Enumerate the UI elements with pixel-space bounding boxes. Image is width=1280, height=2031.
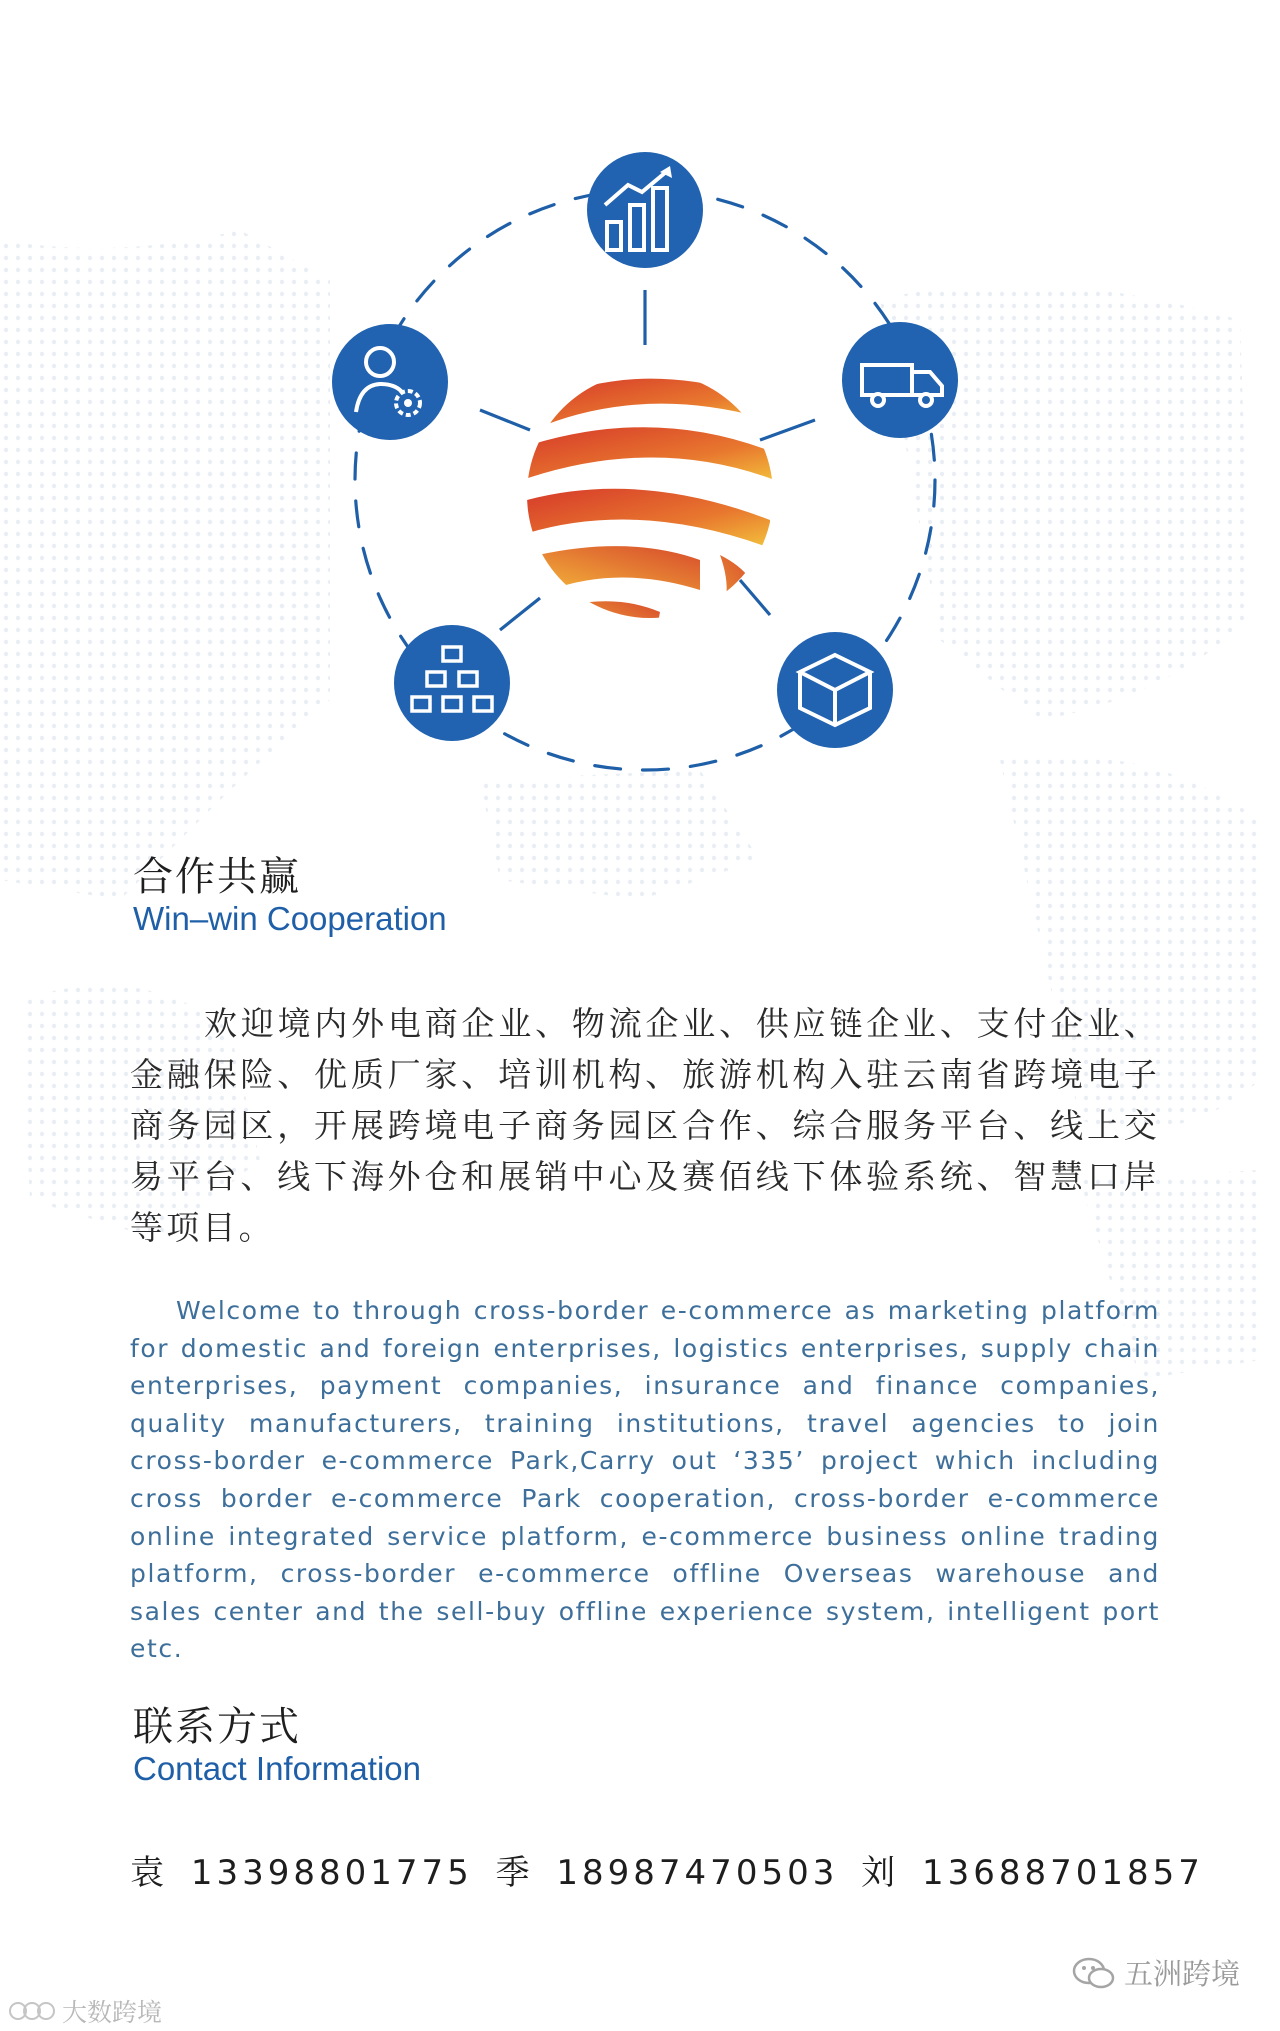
watermark-right-text: 五洲跨境 bbox=[1123, 1957, 1240, 1991]
contact-title-zh: 联系方式 bbox=[133, 1704, 301, 1750]
watermark-left-text: 大数跨境 bbox=[62, 1998, 163, 2027]
contact-phone: 13688701857 bbox=[921, 1853, 1204, 1893]
contact-title-en: Contact Information bbox=[133, 1750, 421, 1787]
contact-phone: 13398801775 bbox=[190, 1853, 473, 1893]
bubble-logo-icon bbox=[8, 1997, 56, 2025]
contact-list bbox=[130, 1845, 1230, 1894]
cooperation-title-zh: 合作共赢 bbox=[133, 854, 301, 900]
package-box-icon bbox=[777, 632, 893, 748]
cooperation-body-en: Welcome to through cross-border e-commerce as marketing platform for domestic and foreign enterprises, logistics enterprises, supply chain enterprises, payment companies, insurance and finance companies, quality manufacturers, training institutions, travel agencies to join cross-border e-commerce Park,Carry out ‘335’ project which including cross border e-commerce Park cooperation, cross-border e-commerce online integrated service platform, e-commerce business online trading platform, cross-border e-commerce offline Overseas warehouse and sales center and the sell-buy offline experience system, intelligent port etc. bbox=[130, 1296, 1160, 1664]
bar-chart-growth-icon bbox=[587, 152, 703, 268]
contact-name: 袁 bbox=[130, 1853, 168, 1893]
wechat-icon bbox=[1072, 1956, 1116, 1990]
cooperation-title-en: Win–win Cooperation bbox=[133, 900, 447, 937]
contact-name: 刘 bbox=[861, 1853, 900, 1893]
watermark-right bbox=[1072, 1952, 1240, 1993]
cooperation-body-zh: 欢迎境内外电商企业、物流企业、供应链企业、支付企业、金融保险、优质厂家、培训机构、旅游机构入驻云南省跨境电子商务园区，开展跨境电子商务园区合作、综合服务平台、线上交易平台、线下海外仓和展销中心及赛佰线下体验系统、智慧口岸等项目。 bbox=[130, 1004, 1160, 1247]
delivery-truck-icon bbox=[842, 322, 958, 438]
network-hierarchy-icon bbox=[394, 625, 510, 741]
contact-name: 季 bbox=[495, 1853, 534, 1893]
watermark-left bbox=[8, 1993, 162, 2029]
contact-phone: 18987470503 bbox=[556, 1853, 839, 1893]
cooperation-diagram bbox=[0, 0, 1280, 800]
globe-ribbon-logo bbox=[527, 379, 780, 640]
user-gear-icon bbox=[332, 324, 448, 440]
